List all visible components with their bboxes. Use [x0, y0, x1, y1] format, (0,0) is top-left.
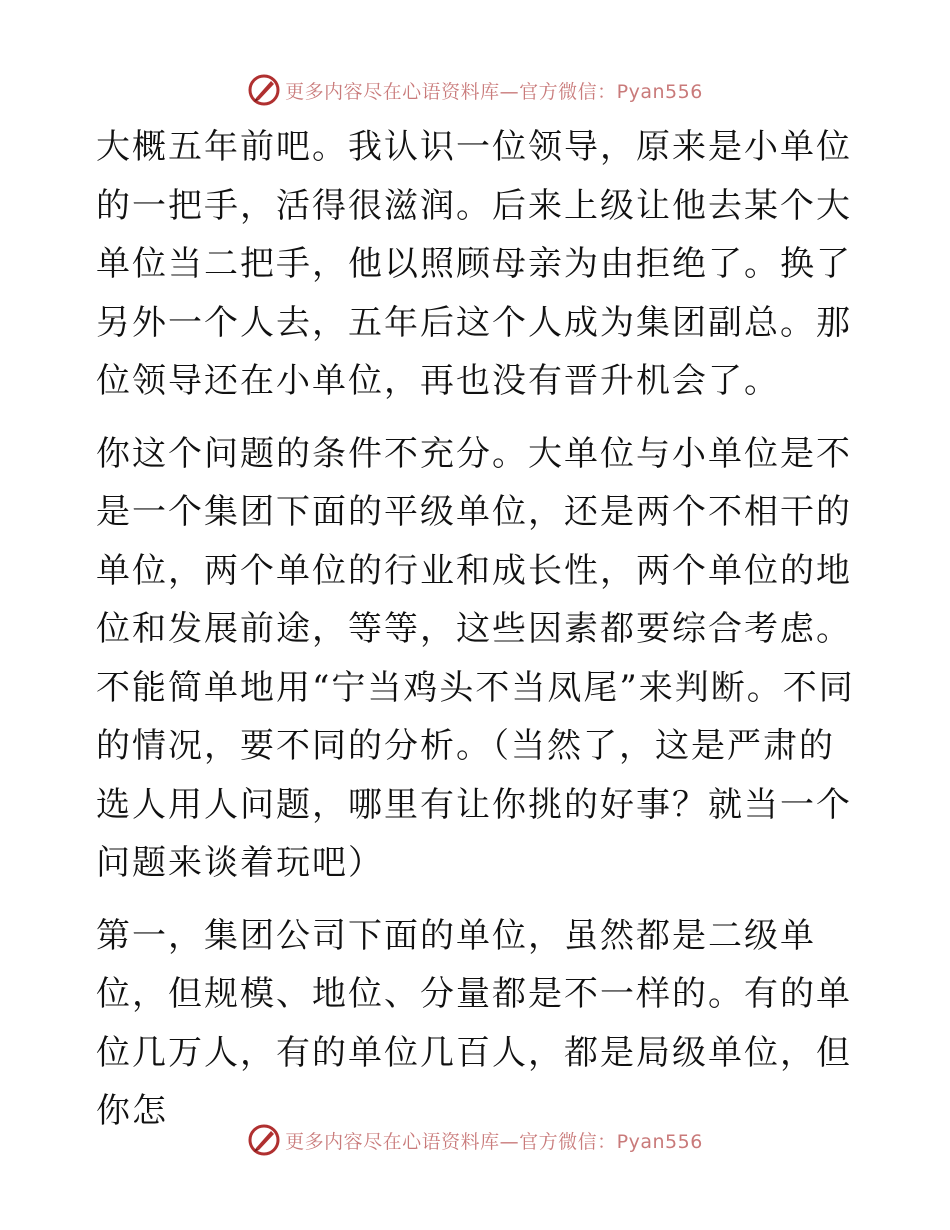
paragraph-2: 你这个问题的条件不充分。大单位与小单位是不是一个集团下面的平级单位，还是两个不相干的单位，两个单位的行业和成长性，两个单位的地位和发展前途，等等，这些因素都要综合考虑。不能简单地用“宁当鸡头不当凤尾”来判断。不同的情况，要不同的分析。（当然了，这是严肃的选人用人问题，哪里有让你挑的好事？就当一个问题来谈着玩吧）	[96, 433, 855, 883]
quill-logo-icon	[247, 1123, 281, 1157]
document-body	[96, 118, 856, 1141]
footer-watermark-banner	[0, 1120, 950, 1160]
quill-logo-icon	[247, 73, 281, 107]
header-watermark-banner	[0, 70, 950, 110]
paragraph-3: 第一，集团公司下面的单位，虽然都是二级单位，但规模、地位、分量都是不一样的。有的单位几万人，有的单位几百人，都是局级单位，但你怎	[96, 915, 852, 1131]
header-banner-text: 更多内容尽在心语资料库—官方微信：Pyan556	[285, 80, 703, 103]
footer-banner-text: 更多内容尽在心语资料库—官方微信：Pyan556	[285, 1130, 703, 1153]
paragraph-1: 大概五年前吧。我认识一位领导，原来是小单位的一把手，活得很滋润。后来上级让他去某个大单位当二把手，他以照顾母亲为由拒绝了。换了另外一个人去，五年后这个人成为集团副总。那位领导还在小单位，再也没有晋升机会了。	[96, 127, 852, 401]
